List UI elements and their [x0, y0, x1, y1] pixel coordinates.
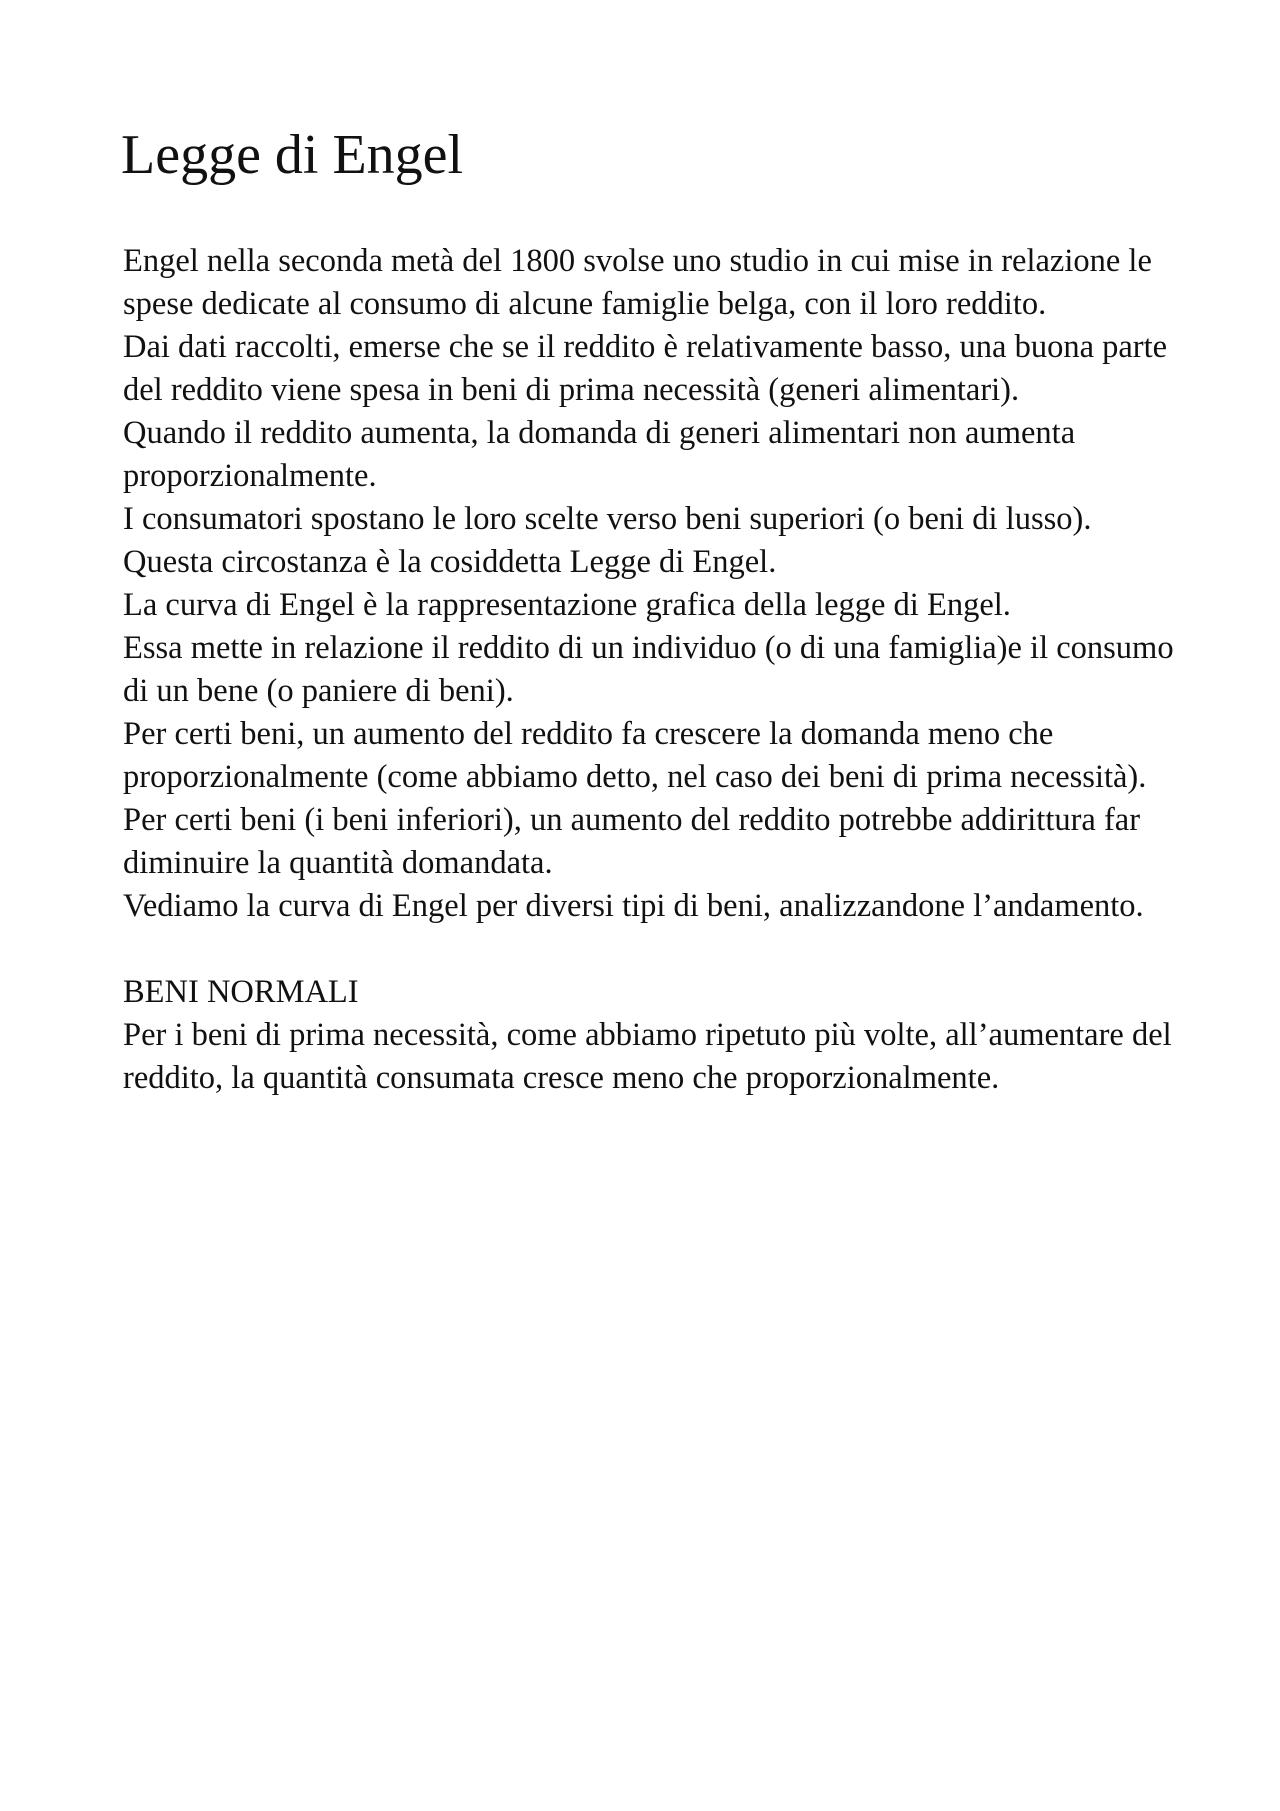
paragraph: Dai dati raccolti, emerse che se il reddito è relativamente basso, una buona parte del reddito viene spesa in beni di prima necessità (generi alimentari).	[123, 329, 1168, 408]
section-heading: BENI NORMALI	[123, 974, 359, 1010]
paragraph: Per certi beni (i beni inferiori), un aumento del reddito potrebbe addirittura far diminuire la quantità domandata.	[123, 802, 1141, 881]
paragraph: Engel nella seconda metà del 1800 svolse uno studio in cui mise in relazione le spese dedicate al consumo di alcune famiglie belga, con il loro reddito.	[123, 243, 1152, 322]
paragraph: Questa circostanza è la cosiddetta Legge di Engel.	[123, 544, 777, 580]
paragraph: La curva di Engel è la rappresentazione grafica della legge di Engel.	[123, 587, 1011, 623]
paragraph: Per certi beni, un aumento del reddito fa crescere la domanda meno che proporzionalmente (come abbiamo detto, nel caso dei beni di prima necessità).	[123, 716, 1147, 795]
document-body	[123, 240, 1183, 1100]
page-title: Legge di Engel	[121, 124, 464, 186]
paragraph: I consumatori spostano le loro scelte verso beni superiori (o beni di lusso).	[123, 501, 1092, 537]
section-paragraph: Per i beni di prima necessità, come abbiamo ripetuto più volte, all’aumentare del reddito, la quantità consumata cresce meno che proporzionalmente.	[123, 1017, 1172, 1096]
paragraph: Vediamo la curva di Engel per diversi tipi di beni, analizzandone l’andamento.	[123, 888, 1144, 924]
paragraph: Essa mette in relazione il reddito di un individuo (o di una famiglia)e il consumo di un bene (o paniere di beni).	[123, 630, 1174, 709]
paragraph: Quando il reddito aumenta, la domanda di generi alimentari non aumenta proporzionalmente.	[123, 415, 1076, 494]
